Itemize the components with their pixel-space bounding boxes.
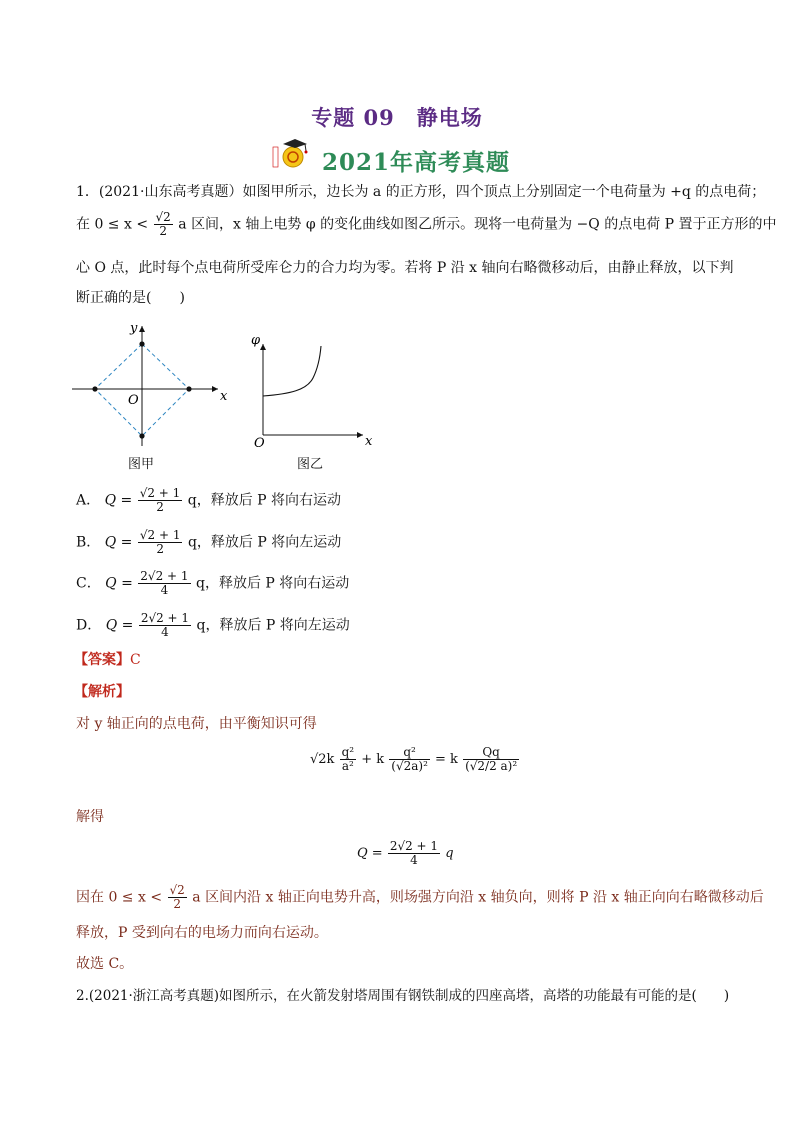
fraction-numerator: √2 + 1: [139, 528, 181, 542]
option-tail: q，释放后 P 将向右运动: [195, 575, 350, 592]
option-letter: B．: [76, 534, 101, 551]
fraction-denominator: 2: [156, 542, 164, 556]
phi-label: φ: [251, 333, 261, 348]
origin-label: O: [254, 436, 265, 451]
eq2-fraction: [388, 840, 440, 867]
option-fraction: [138, 570, 190, 597]
option-lhs: Q =: [105, 575, 133, 592]
option-a: [76, 487, 341, 514]
y-axis-arrow: [260, 344, 266, 350]
option-lhs: Q =: [104, 534, 133, 551]
option-lhs: Q =: [104, 492, 133, 509]
fraction-denominator: 4: [161, 625, 169, 639]
fraction-numerator: √2 + 1: [139, 486, 181, 500]
charge-left: [92, 386, 97, 391]
page-title: 专题 09 静电场: [311, 105, 483, 130]
equation-result: [357, 840, 454, 867]
option-letter: C．: [76, 575, 101, 592]
fraction-numerator: Qq: [463, 746, 519, 760]
q1-line4: 断正确的是( ): [76, 290, 185, 306]
option-tail: q，释放后 P 将向左运动: [187, 534, 342, 551]
eq-plus: + k: [361, 752, 385, 767]
fraction-denominator: 2: [159, 224, 167, 238]
eq2-lhs: Q =: [357, 846, 383, 861]
y-axis-arrow: [139, 326, 145, 332]
x-label: x: [365, 434, 373, 449]
answer: [74, 649, 141, 671]
option-d: [76, 612, 350, 639]
q1-line2: [76, 211, 777, 238]
fraction-denominator: (√2/2 a)²: [465, 759, 518, 773]
option-fraction: [139, 612, 191, 639]
conclusion-line2: 释放，P 受到向右的电场力而向右运动。: [76, 925, 328, 941]
option-tail: q，释放后 P 将向左运动: [196, 617, 350, 634]
fraction-numerator: √2: [155, 210, 171, 224]
eq-term1-fraction: [340, 746, 357, 773]
figure-jia: [70, 320, 230, 450]
solve-label: 解得: [76, 809, 104, 825]
eq-term1-coeff: √2k: [310, 752, 335, 767]
conclusion-fraction: [168, 884, 187, 911]
potential-curve: [263, 346, 321, 396]
option-fraction: [138, 529, 183, 556]
fraction-numerator: 2√2 + 1: [140, 611, 190, 625]
q2-text: 2.(2021·浙江高考真题)如图所示，在火箭发射塔周围有钢铁制成的四座高塔，高塔的功能最有可能的是( ): [76, 988, 730, 1004]
eq-term2-fraction: [389, 746, 430, 773]
fraction-denominator: 4: [410, 853, 418, 867]
option-lhs: Q =: [105, 617, 134, 634]
q1-line2-fraction: [154, 211, 173, 238]
fraction-denominator: (√2a)²: [391, 759, 428, 773]
x-label: x: [220, 389, 228, 404]
origin-label: O: [128, 393, 139, 408]
option-fraction: [138, 487, 183, 514]
q1-line2-post: a 区间，x 轴上电势 φ 的变化曲线如图乙所示。现将一电荷量为 −Q 的点电荷 P 置于正方形的中: [178, 216, 777, 233]
option-letter: D．: [76, 617, 102, 634]
conclusion-post: a 区间内沿 x 轴正向电势升高，则场强方向沿 x 轴负向，则将 P 沿 x 轴正向向右略微移动后: [192, 889, 764, 906]
mascot-logo: [271, 135, 317, 171]
fraction-numerator: 2√2 + 1: [389, 839, 439, 853]
fraction-numerator: 2√2 + 1: [140, 569, 189, 583]
conclusion-pre: 因在 0 ≤ x <: [76, 889, 163, 906]
fraction-denominator: a²: [341, 759, 354, 773]
page-subtitle: 2021年高考真题: [322, 149, 511, 176]
x-axis-arrow: [357, 432, 363, 438]
option-tail: q，释放后 P 将向右运动: [187, 492, 342, 509]
y-label: y: [130, 321, 138, 336]
equation-balance: [310, 746, 520, 773]
eq-equals: = k: [435, 752, 458, 767]
q1-line3: 心 O 点，此时每个点电荷所受库仑力的合力均为零。若将 P 沿 x 轴向右略微移动后，由静止释放，以下判: [76, 260, 734, 276]
q1-line2-pre: 在 0 ≤ x <: [76, 216, 149, 233]
fraction-denominator: 4: [160, 583, 169, 597]
figure-yi: [245, 330, 375, 455]
option-c: [76, 570, 349, 597]
fraction-numerator: q²: [389, 746, 430, 760]
fraction-numerator: q²: [341, 745, 355, 759]
charge-top: [139, 341, 144, 346]
answer-value: C: [130, 652, 141, 668]
figure-yi-caption: 图乙: [297, 457, 324, 472]
figure-jia-caption: 图甲: [128, 457, 155, 472]
eq2-tail: q: [445, 846, 454, 861]
choose-line: 故选 C。: [76, 956, 134, 972]
answer-label: 【答案】: [74, 652, 130, 668]
conclusion-line1: [76, 884, 764, 911]
option-letter: A．: [76, 492, 101, 509]
q1-line1: 1．(2021·山东高考真题）如图甲所示，边长为 a 的正方形，四个顶点上分别固定一个电荷量为 +q 的点电荷；: [76, 184, 766, 200]
charge-bottom: [139, 433, 144, 438]
eq-term3-fraction: [463, 746, 519, 773]
analysis-label: 【解析】: [74, 684, 130, 700]
x-axis-arrow: [212, 386, 218, 392]
fraction-numerator: √2: [169, 883, 185, 897]
charge-right: [186, 386, 191, 391]
analysis-line1: 对 y 轴正向的点电荷，由平衡知识可得: [76, 716, 317, 732]
fraction-denominator: 2: [156, 500, 164, 514]
fraction-denominator: 2: [173, 897, 181, 911]
option-b: [76, 529, 341, 556]
